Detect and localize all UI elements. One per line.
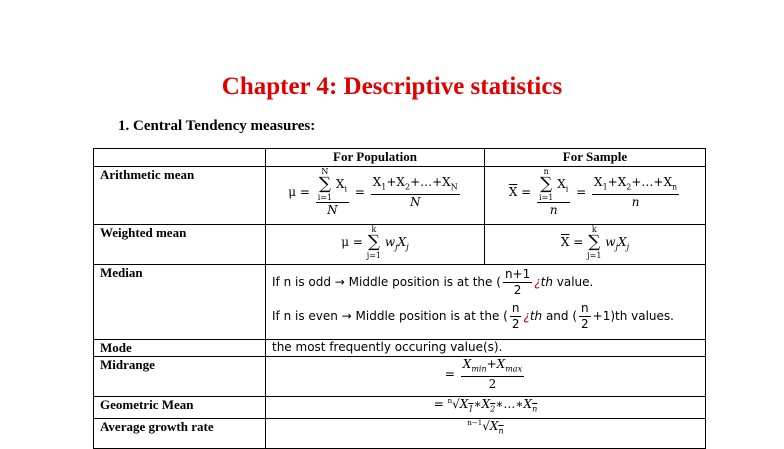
- section-heading: 1. Central Tendency measures:: [118, 118, 316, 134]
- median-odd-suffix: value.: [556, 275, 594, 289]
- table-row: [94, 419, 706, 449]
- formula-sample-mean: $\overline{X}$ = n ∑ i=1 $X_i$ n = $\frac{X_1+X_2+\dots+X_n}{n}$: [485, 167, 706, 225]
- table-row: [94, 340, 706, 357]
- table-header-row: [94, 149, 706, 167]
- median-even-suffix: th values.: [615, 309, 674, 323]
- page-title: Chapter 4: Descriptive statistics: [221, 73, 563, 100]
- header-empty: [94, 149, 266, 167]
- row-label-geometric-mean: Geometric Mean: [94, 397, 266, 419]
- table-row: [94, 357, 706, 397]
- row-label-mode: Mode: [94, 340, 266, 357]
- median-even-line: If n is even → Middle position is at the ( $\frac{n}{2}$ ¿th and ( $\frac{n}{2}$ +1)th values.: [272, 301, 674, 331]
- mode-description: the most frequently occuring value(s).: [266, 340, 706, 357]
- median-odd-line: If n is odd → Middle position is at the ( $\frac{n+1}{2}$ ¿th value.: [272, 267, 594, 297]
- central-tendency-table: [93, 148, 706, 449]
- median-even-and: and: [545, 309, 569, 323]
- formula-population-mean: μ = N ∑ i=1 $X_i$ N = $\frac{X_1+X_2+\dots+X_N}{N}$: [266, 167, 485, 225]
- row-label-weighted-mean: Weighted mean: [94, 225, 266, 265]
- row-label-average-growth-rate: Average growth rate: [94, 419, 266, 449]
- row-label-midrange: Midrange: [94, 357, 266, 397]
- row-label-median: Median: [94, 265, 266, 340]
- table-row: [94, 225, 706, 265]
- formula-sample-weighted-mean: $\overline{X} = k$ ∑ j=1 $w_jX_j$: [485, 225, 706, 265]
- formula-average-growth-rate: $^{n-1}√X_n$: [266, 419, 706, 449]
- table-row: [94, 265, 706, 340]
- header-population: For Population: [266, 149, 485, 167]
- median-description: [266, 265, 706, 340]
- table-row: [94, 397, 706, 419]
- formula-midrange: = $\frac{X_{min}+X_{max}}{2}$: [266, 357, 706, 397]
- median-even-prefix: If n is even → Middle position is at the: [272, 309, 500, 323]
- formula-geometric-mean: = $^n√X_1∗X_2∗\dots∗X_n$: [266, 397, 706, 419]
- formula-population-weighted-mean: μ = k ∑ j=1 $w_jX_j$: [266, 225, 485, 265]
- row-label-arithmetic-mean: Arithmetic mean: [94, 167, 266, 225]
- table-row: [94, 167, 706, 225]
- header-sample: For Sample: [485, 149, 706, 167]
- median-odd-prefix: If n is odd → Middle position is at the: [272, 275, 493, 289]
